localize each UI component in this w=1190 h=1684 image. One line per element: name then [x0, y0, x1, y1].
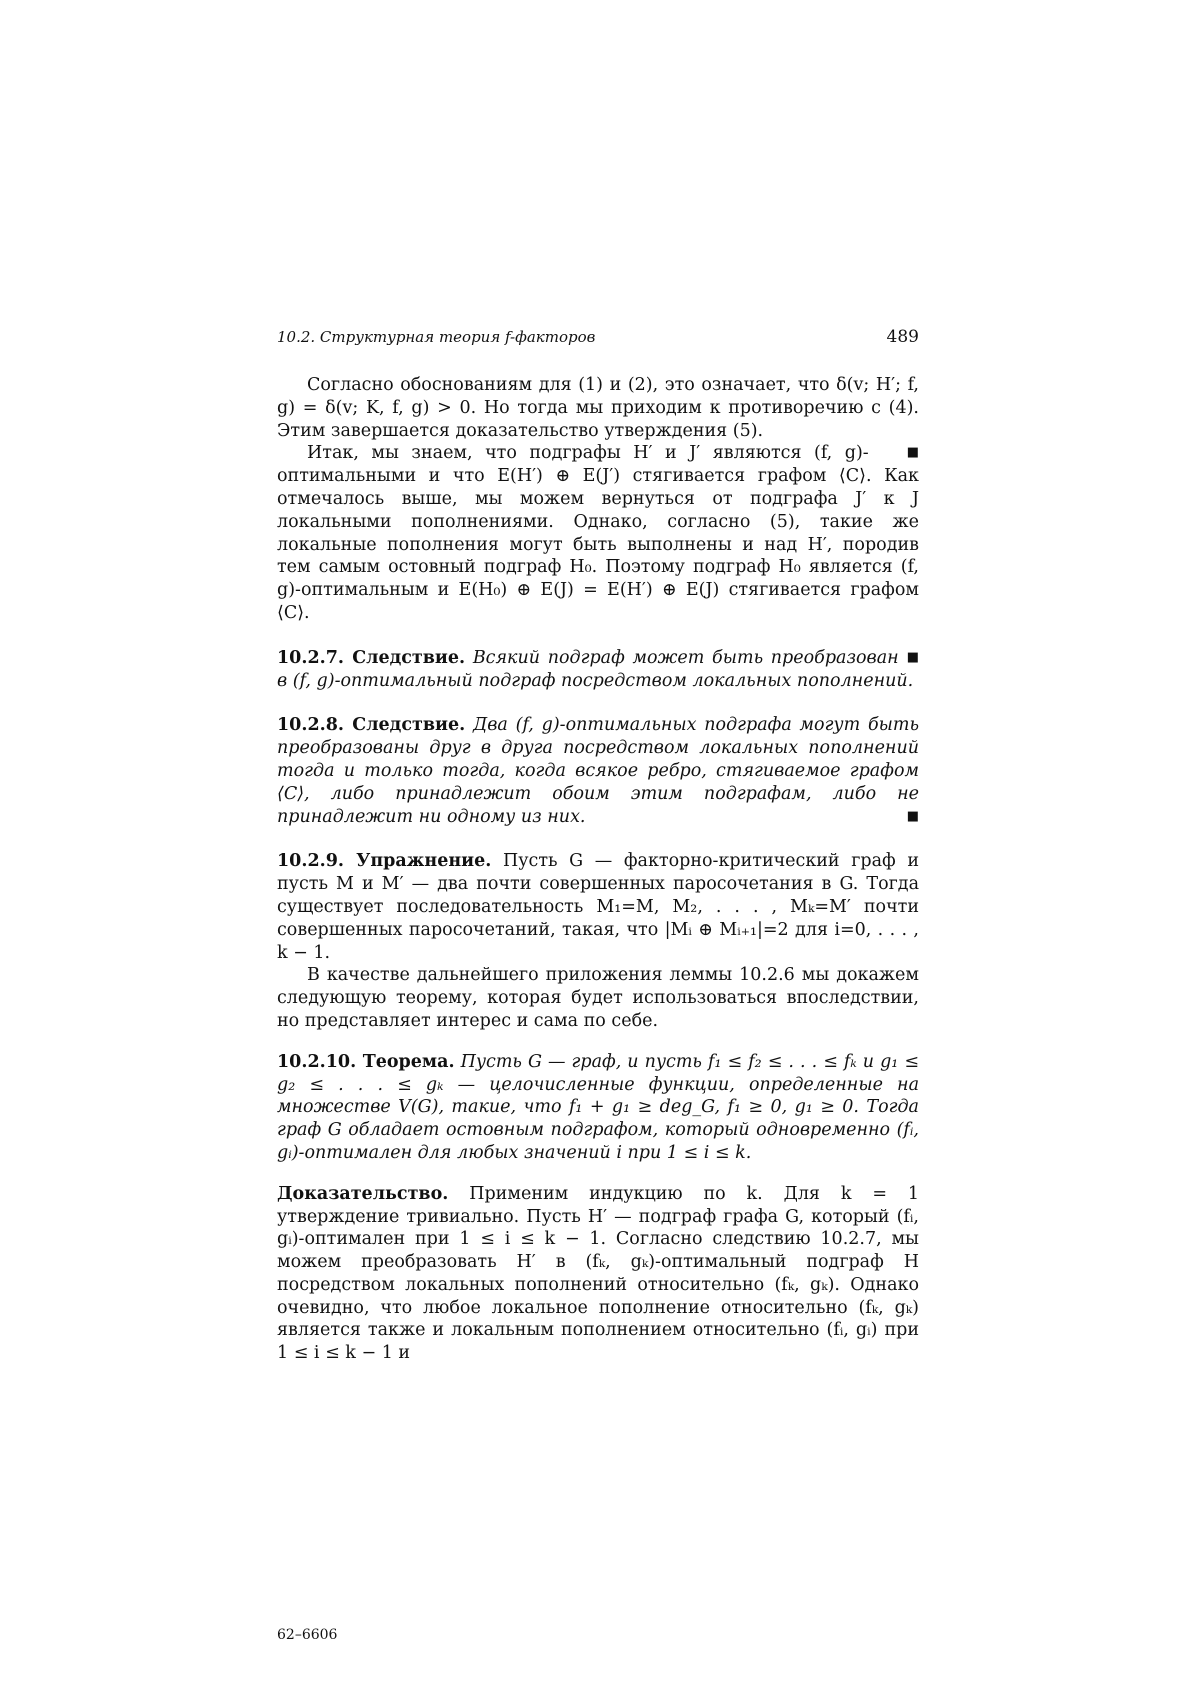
paragraph: Согласно обоснованиям для (1) и (2), это означает, что δ(v; H′; f, g) = δ(v; K, f, g) > 0. Но тогда мы приходим к противоречию с (4). Этим завершается доказательство утверждения (5).	[277, 375, 919, 441]
qed-mark: ■	[906, 649, 919, 665]
corollary-label: 10.2.8. Следствие.	[277, 715, 466, 736]
corollary-10-2-8	[277, 714, 919, 828]
qed-mark: ■	[906, 808, 919, 824]
exercise-10-2-9	[277, 850, 919, 1032]
corollary-label: 10.2.7. Следствие.	[277, 647, 466, 668]
proof-label: Доказательство.	[277, 1183, 449, 1204]
exercise-text: Пусть G — факторно-критический граф и пусть M и M′ — два почти совершенных паросочетания в G. Тогда существует последовательность M₁=M, M₂, . . . , Mₖ=M′ почти совершенных паросочетаний, такая, что |Mᵢ ⊕ Mᵢ₊₁|=2 для i=0, . . . , k − 1.	[277, 851, 919, 963]
page-header	[277, 327, 919, 347]
qed-mark: ■	[906, 445, 919, 461]
body-text	[277, 374, 919, 1365]
exercise-label: 10.2.9. Упражнение.	[277, 851, 492, 872]
proof-text: Применим индукцию по k. Для k = 1 утверждение тривиально. Пусть H′ — подграф графа G, который (fᵢ, gᵢ)-оптимален при 1 ≤ i ≤ k − 1. Согласно следствию 10.2.7, мы можем преобразовать H′ в (fₖ, gₖ)-оптимальный подграф H посредством локальных пополнений относительно (fₖ, gₖ). Однако очевидно, что любое локальное пополнение относительно (fₖ, gₖ) является также и локальным пополнением относительно (fᵢ, gᵢ) при 1 ≤ i ≤ k − 1 и	[277, 1183, 919, 1364]
page-footer: 62–6606	[277, 1627, 338, 1643]
corollary-text: Два (f, g)-оптимальных подграфа могут быть преобразованы друг в друга посредством локальных пополнений тогда и только тогда, когда всякое ребро, стягиваемое графом ⟨C⟩, либо принадлежит обоим этим подграфам, либо не принадлежит ни одному из них.	[277, 715, 919, 827]
theorem-text: Пусть G — граф, и пусть f₁ ≤ f₂ ≤ . . . ≤ fₖ и g₁ ≤ g₂ ≤ . . . ≤ gₖ — целочисленные функции, определенные на множестве V(G), такие, что f₁ + g₁ ≥ deg_G, f₁ ≥ 0, g₁ ≥ 0. Тогда граф G обладает остовным подграфом, который одновременно (fᵢ, gᵢ)-оптимален для любых значений i при 1 ≤ i ≤ k.	[277, 1051, 919, 1163]
proof	[277, 1183, 919, 1365]
corollary-10-2-7	[277, 647, 919, 693]
paragraph-text: Итак, мы знаем, что подграфы H′ и J′ являются (f, g)-оптимальными и что E(H′) ⊕ E(J′) стягивается графом ⟨C⟩. Как отмечалось выше, мы можем вернуться от подграфа J′ к J локальными пополнениями. Однако, согласно (5), такие же локальные пополнения могут быть выполнены и над H′, породив тем самым остовный подграф H₀. Поэтому подграф H₀ является (f, g)-оптимальным и E(H₀) ⊕ E(J) = E(H′) ⊕ E(J) стягивается графом ⟨C⟩.	[277, 443, 919, 623]
paragraph: В качестве дальнейшего приложения леммы 10.2.6 мы докажем следующую теорему, которая будет использоваться впоследствии, но представляет интерес и сама по себе.	[277, 965, 919, 1031]
paragraph	[277, 442, 919, 624]
running-title: 10.2. Структурная теория f-факторов	[277, 328, 596, 346]
corollary-text: Всякий подграф может быть преобразован в (f, g)-оптимальный подграф посредством локальных пополнений.	[277, 647, 914, 691]
page-number: 489	[886, 327, 919, 347]
theorem-10-2-10	[277, 1051, 919, 1165]
theorem-label: 10.2.10. Теорема.	[277, 1051, 455, 1072]
